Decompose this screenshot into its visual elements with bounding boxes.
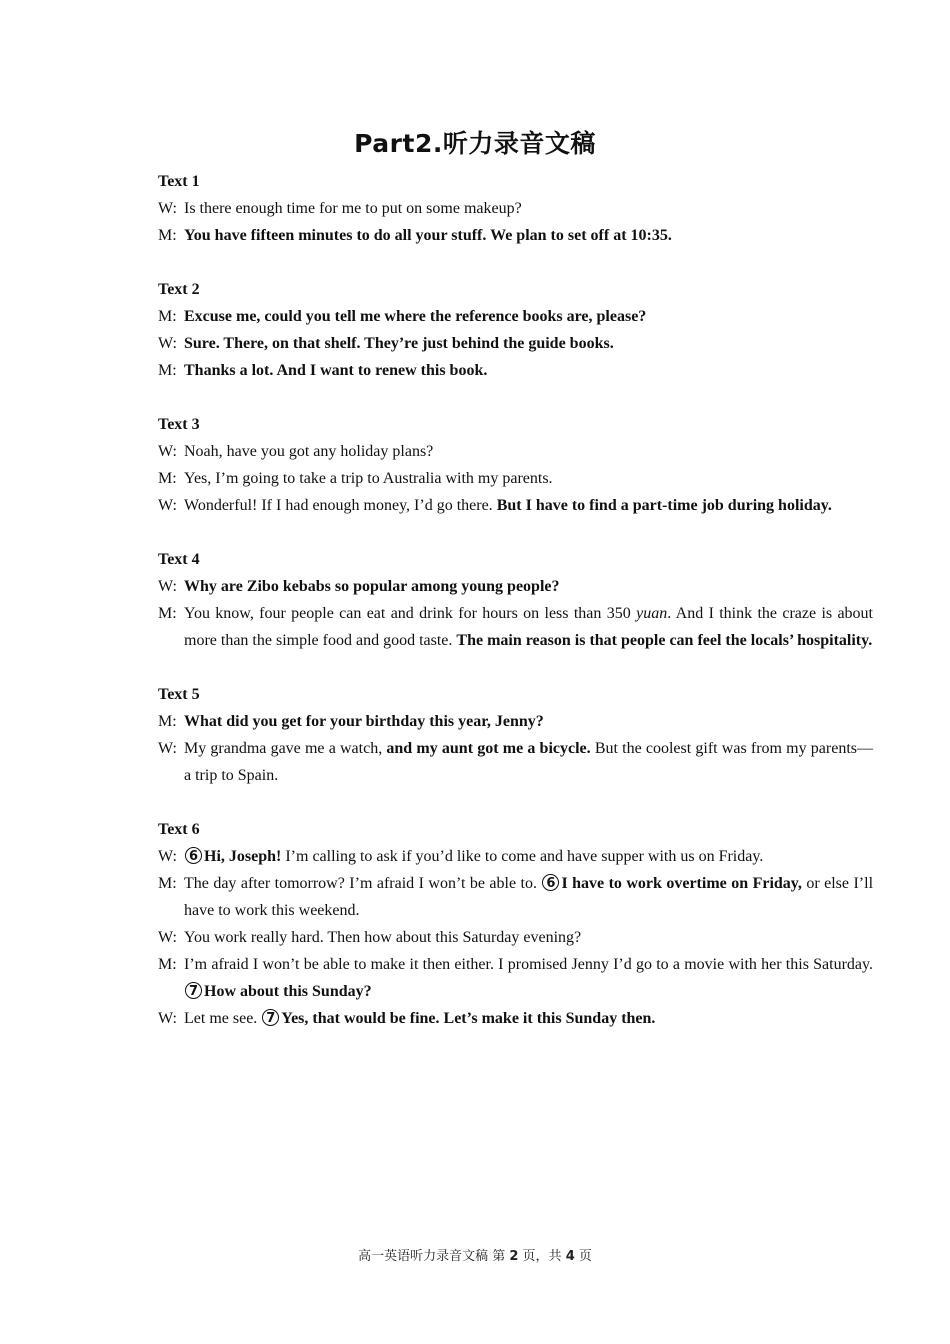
speech-text: Let me see.: [184, 1010, 262, 1027]
speaker-label: W:: [158, 200, 177, 217]
dialogue-line: [158, 222, 873, 249]
section-heading: Text 5: [158, 686, 200, 703]
line-text: [184, 195, 873, 222]
dialogue-line: [158, 735, 873, 789]
speech-text: Wonderful! If I had enough money, I’d go there.: [184, 497, 497, 514]
line-text: [184, 357, 873, 384]
speech-text: Is there enough time for me to put on some makeup?: [184, 200, 522, 217]
dialogue-line: [158, 465, 873, 492]
answer-key-text: What did you get for your birthday this year, Jenny?: [184, 713, 544, 730]
answer-key-text: How about this Sunday?: [204, 983, 372, 1000]
line-text: [184, 924, 873, 951]
dialogue-line: [158, 438, 873, 465]
dialogue-line: [158, 924, 873, 951]
dialogue-line: [158, 600, 873, 654]
section-heading: Text 4: [158, 551, 200, 568]
footer-total-pages: 4: [565, 1249, 575, 1264]
question-number-marker: 7: [262, 1009, 279, 1026]
dialogue-line: [158, 357, 873, 384]
dialogue-line: [158, 303, 873, 330]
footer-mid: 页，共: [518, 1249, 566, 1264]
line-text: [184, 708, 873, 735]
dialogue-line: [158, 195, 873, 222]
speaker-label: W:: [158, 497, 177, 514]
text-section: [158, 168, 873, 249]
answer-key-text: Why are Zibo kebabs so popular among young people?: [184, 578, 560, 595]
line-text: [184, 573, 873, 600]
speaker-label: W:: [158, 929, 177, 946]
text-section: [158, 681, 873, 789]
dialogue-line: [158, 708, 873, 735]
answer-key-text: and my aunt got me a bicycle.: [386, 740, 591, 757]
text-section: [158, 411, 873, 519]
section-heading: Text 6: [158, 821, 200, 838]
speaker-label: W:: [158, 1010, 177, 1027]
speech-text: The day after tomorrow? I’m afraid I won’t be able to.: [184, 875, 542, 892]
speech-text: But the coolest gift was from my parents—a trip to Spain.: [184, 740, 874, 784]
transcript-body: [158, 168, 873, 1059]
section-heading: Text 3: [158, 416, 200, 433]
line-text: [184, 843, 873, 870]
speech-text: I’m afraid I won’t be able to make it then either. I promised Jenny I’d go to a movie with her this Saturday.: [184, 956, 873, 973]
speaker-label: W:: [158, 578, 177, 595]
speaker-label: M:: [158, 227, 177, 244]
answer-key-text: Sure. There, on that shelf. They’re just behind the guide books.: [184, 335, 614, 352]
line-text: [184, 735, 873, 789]
speaker-label: M:: [158, 605, 177, 622]
line-text: [184, 492, 873, 519]
answer-key-text: Excuse me, could you tell me where the reference books are, please?: [184, 308, 647, 325]
dialogue-line: [158, 330, 873, 357]
question-number-marker: 6: [542, 874, 559, 891]
line-text: [184, 330, 873, 357]
dialogue-line: [158, 492, 873, 519]
speaker-label: M:: [158, 308, 177, 325]
speaker-label: M:: [158, 956, 177, 973]
dialogue-line: [158, 843, 873, 870]
page-title: Part2.听力录音文稿: [354, 129, 596, 158]
line-text: [184, 951, 873, 1005]
answer-key-text: You have fifteen minutes to do all your stuff. We plan to set off at 10:35.: [184, 227, 672, 244]
speaker-label: M:: [158, 470, 177, 487]
speaker-label: W:: [158, 848, 177, 865]
section-heading: Text 2: [158, 281, 200, 298]
line-text: [184, 600, 873, 654]
speech-text: . And I think the craze is about more than the simple food and good taste.: [184, 605, 874, 649]
answer-key-text: I have to work overtime on Friday,: [561, 875, 802, 892]
text-section: [158, 546, 873, 654]
speaker-label: M:: [158, 875, 177, 892]
speech-text: Noah, have you got any holiday plans?: [184, 443, 434, 460]
line-text: [184, 222, 873, 249]
dialogue-line: [158, 573, 873, 600]
speaker-label: W:: [158, 335, 177, 352]
answer-key-text: But I have to find a part-time job during holiday.: [496, 497, 832, 514]
footer-page-number: 2: [509, 1249, 519, 1264]
speaker-label: W:: [158, 740, 177, 757]
dialogue-line: [158, 870, 873, 924]
speech-text: or else I’ll have to work this weekend.: [184, 875, 874, 919]
dialogue-line: [158, 951, 873, 1005]
speech-text: Yes, I’m going to take a trip to Australia with my parents.: [184, 470, 553, 487]
line-text: [184, 303, 873, 330]
footer-prefix: 高一英语听力录音文稿 第: [358, 1249, 510, 1264]
speaker-label: M:: [158, 713, 177, 730]
question-number-marker: 7: [185, 982, 202, 999]
line-text: [184, 465, 873, 492]
text-section: [158, 816, 873, 1032]
page-footer: [0, 1245, 950, 1264]
answer-key-text: Thanks a lot. And I want to renew this book.: [184, 362, 488, 379]
dialogue-line: [158, 1005, 873, 1032]
question-number-marker: 6: [185, 847, 202, 864]
line-text: [184, 870, 873, 924]
speech-text: You work really hard. Then how about this Saturday evening?: [184, 929, 582, 946]
speech-text: My grandma gave me a watch,: [184, 740, 387, 757]
speech-text: yuan: [636, 605, 668, 622]
line-text: [184, 438, 873, 465]
section-heading: Text 1: [158, 173, 200, 190]
speech-text: I’m calling to ask if you’d like to come and have supper with us on Friday.: [281, 848, 764, 865]
answer-key-text: Hi, Joseph!: [204, 848, 282, 865]
line-text: [184, 1005, 873, 1032]
footer-suffix: 页: [574, 1249, 592, 1264]
speaker-label: M:: [158, 362, 177, 379]
speech-text: You know, four people can eat and drink for hours on less than 350: [184, 605, 637, 622]
text-section: [158, 276, 873, 384]
speaker-label: W:: [158, 443, 177, 460]
answer-key-text: The main reason is that people can feel the locals’ hospitality.: [456, 632, 873, 649]
answer-key-text: Yes, that would be fine. Let’s make it this Sunday then.: [281, 1010, 656, 1027]
